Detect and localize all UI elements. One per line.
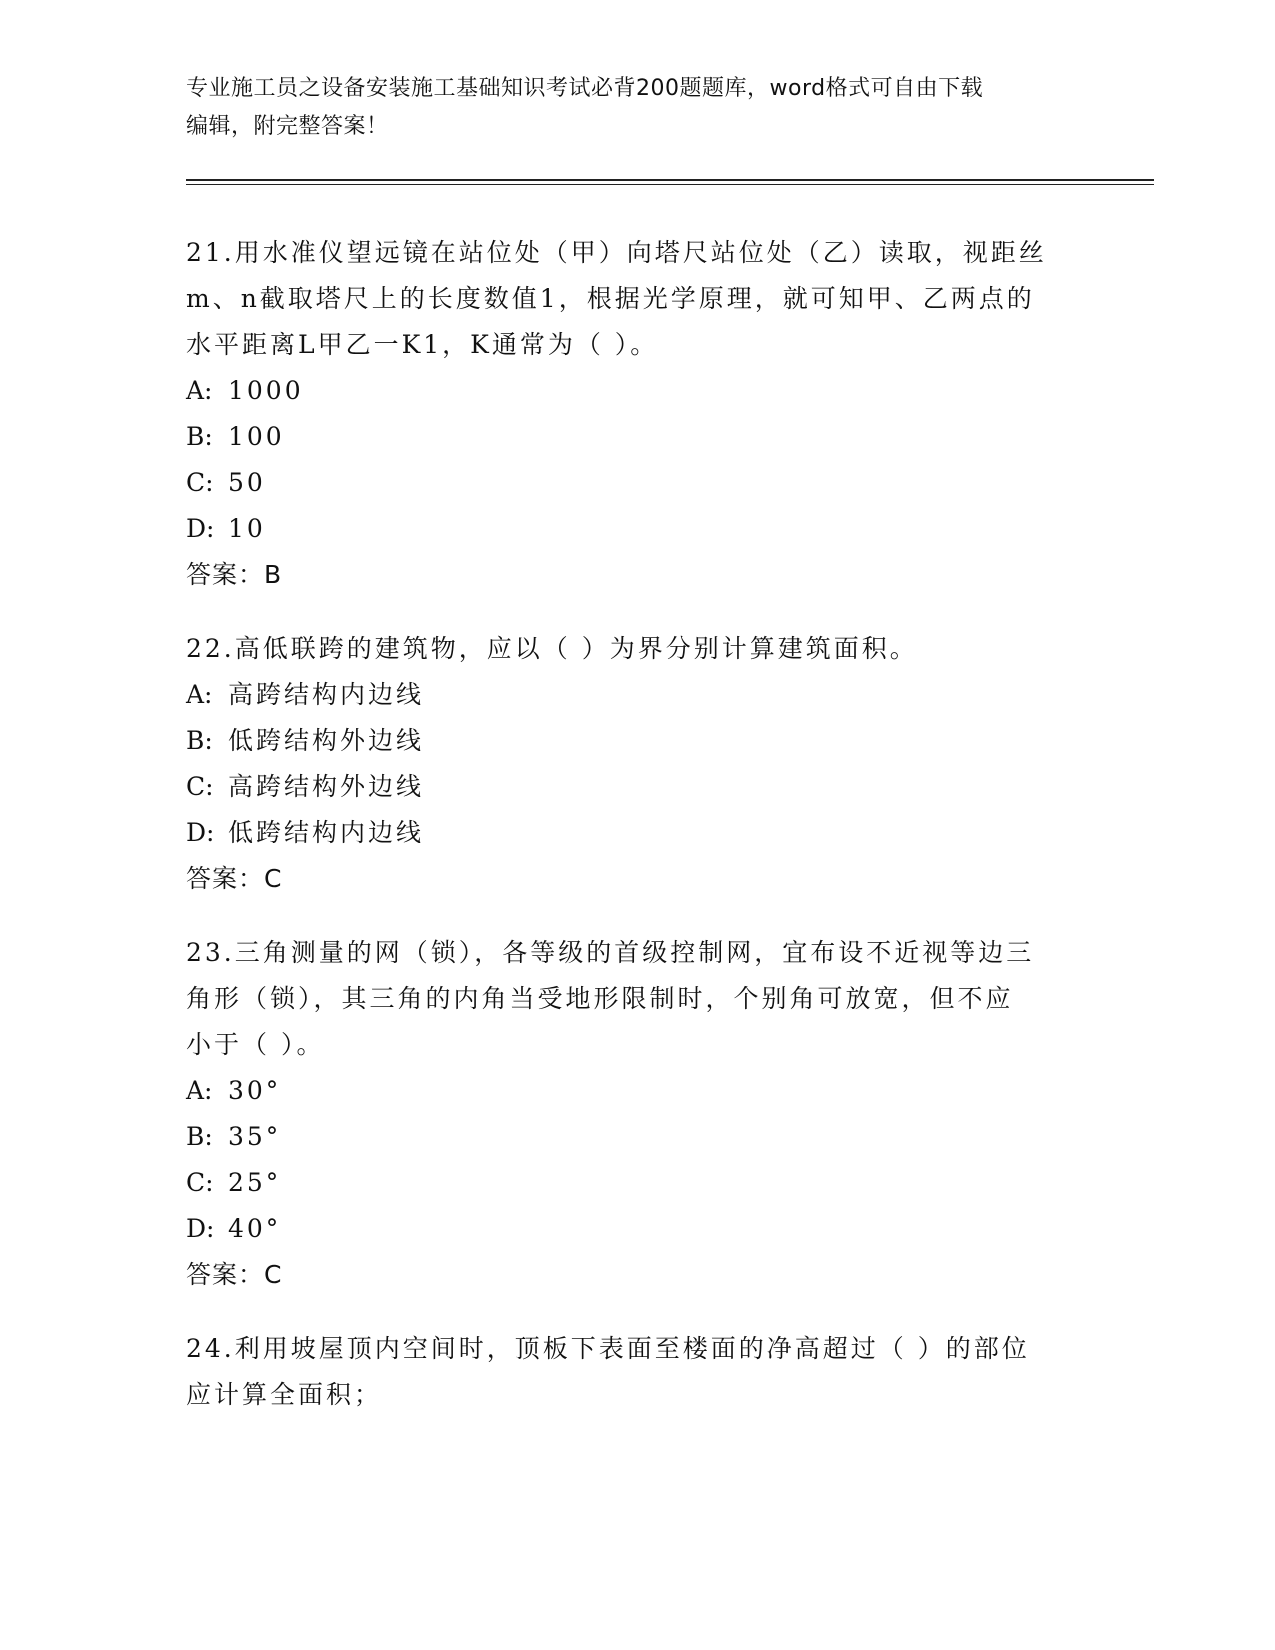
option-letter: C: <box>186 468 214 497</box>
option-letter: A: <box>186 376 213 405</box>
option-text: 低跨结构外边线 <box>228 726 425 755</box>
option-c <box>186 1160 1086 1206</box>
question-21 <box>186 230 1086 598</box>
option-c <box>186 764 1086 810</box>
option-text: 高跨结构外边线 <box>228 772 425 801</box>
option-c <box>186 460 1086 506</box>
question-23 <box>186 930 1086 1298</box>
option-text: 30° <box>228 1076 282 1105</box>
question-stem-line: 水平距离L甲乙一K1，K通常为（ ）。 <box>186 330 659 359</box>
option-letter: B: <box>186 422 213 451</box>
option-text: 10 <box>228 514 266 543</box>
option-text: 35° <box>228 1122 282 1151</box>
question-stem-line: 21.用水准仪望远镜在站位处（甲）向塔尺站位处（乙）读取，视距丝 <box>186 238 1047 267</box>
option-letter: D: <box>186 818 215 847</box>
question-stem-line: 小于（ ）。 <box>186 1030 325 1059</box>
question-24 <box>186 1326 1086 1418</box>
option-a <box>186 368 1086 414</box>
question-stem-line: 23.三角测量的网（锁），各等级的首级控制网，宜布设不近视等边三 <box>186 938 1035 967</box>
option-letter: B: <box>186 1122 213 1151</box>
option-letter: A: <box>186 680 213 709</box>
option-d <box>186 810 1086 856</box>
header-rule-thick <box>186 179 1154 181</box>
option-text: 50 <box>228 468 266 497</box>
option-d <box>186 1206 1086 1252</box>
option-letter: C: <box>186 772 214 801</box>
option-text: 1000 <box>228 376 304 405</box>
option-a <box>186 672 1086 718</box>
option-letter: D: <box>186 514 215 543</box>
option-letter: B: <box>186 726 213 755</box>
question-stem-line: 22.高低联跨的建筑物，应以（ ）为界分别计算建筑面积。 <box>186 634 918 663</box>
option-text: 40° <box>228 1214 282 1243</box>
option-b <box>186 718 1086 764</box>
option-a <box>186 1068 1086 1114</box>
answer-label: 答案：C <box>186 864 283 893</box>
option-b <box>186 1114 1086 1160</box>
option-text: 25° <box>228 1168 282 1197</box>
option-letter: A: <box>186 1076 213 1105</box>
option-text: 100 <box>228 422 285 451</box>
header-line-1: 专业施工员之设备安装施工基础知识考试必背200题题库，word格式可自由下载 <box>186 76 984 101</box>
option-letter: C: <box>186 1168 214 1197</box>
header-line-2: 编辑，附完整答案！ <box>186 114 389 139</box>
option-b <box>186 414 1086 460</box>
question-stem-line: 24.利用坡屋顶内空间时，顶板下表面至楼面的净高超过（ ）的部位 <box>186 1334 1030 1363</box>
question-stem-line: m、n截取塔尺上的长度数值1，根据光学原理，就可知甲、乙两点的 <box>186 284 1035 313</box>
answer-label: 答案：C <box>186 1260 283 1289</box>
answer-label: 答案：B <box>186 560 283 589</box>
question-22 <box>186 626 1086 902</box>
question-stem-line: 应计算全面积； <box>186 1380 383 1409</box>
option-letter: D: <box>186 1214 215 1243</box>
option-text: 高跨结构内边线 <box>228 680 425 709</box>
header-rule-thin <box>186 184 1154 185</box>
option-d <box>186 506 1086 552</box>
option-text: 低跨结构内边线 <box>228 818 425 847</box>
question-list <box>186 230 1086 1446</box>
question-stem-line: 角形（锁），其三角的内角当受地形限制时，个别角可放宽，但不应 <box>186 984 1014 1013</box>
document-header <box>186 70 1086 146</box>
